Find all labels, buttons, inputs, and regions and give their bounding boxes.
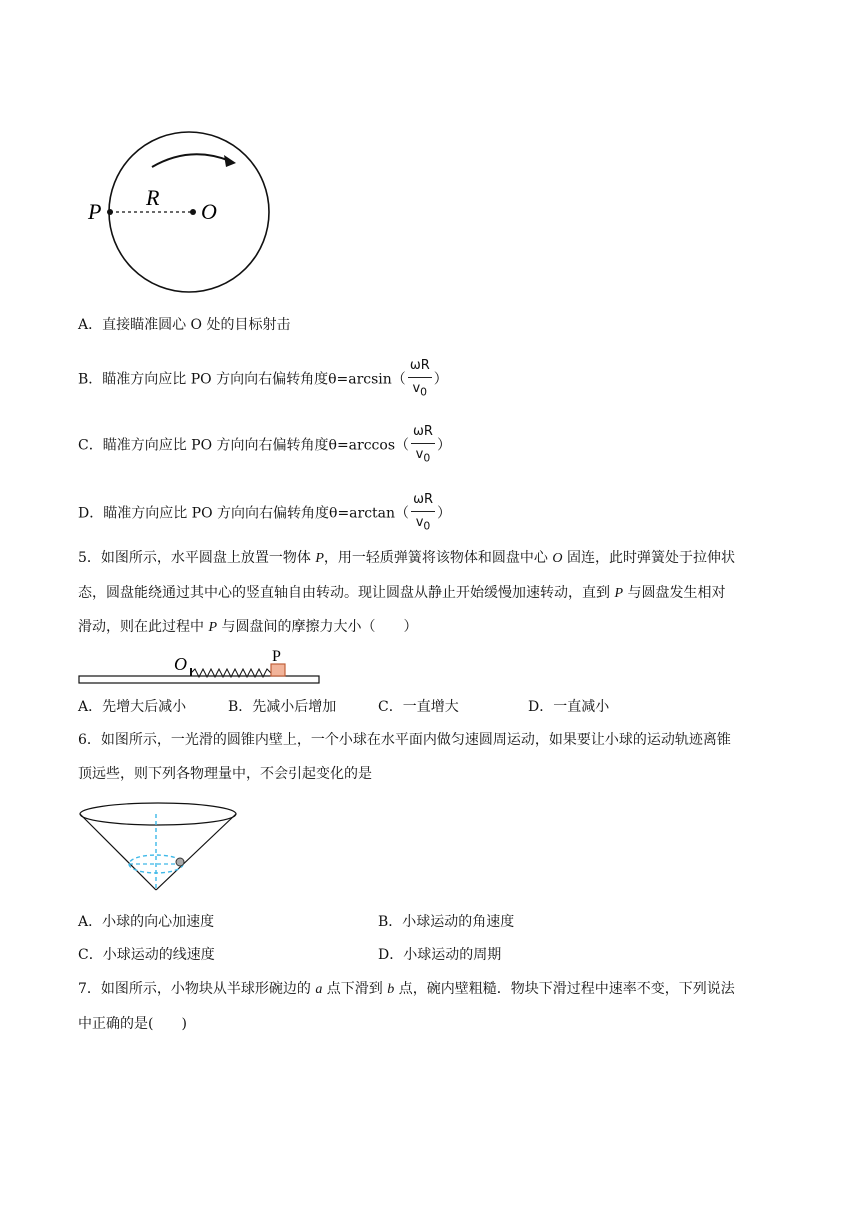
label-p: P [88,199,102,224]
q7-line-2: 中正确的是( ) [78,1016,187,1032]
q5-line-2: 态，圆盘能绕通过其中心的竖直轴自由转动。现让圆盘从静止开始缓慢加速转动，直到 P 与圆盘发生相对 [78,585,726,601]
fig-label-p: P [272,648,281,665]
fraction: $\frac{\omega R}{v_0}$ [409,358,430,399]
label-r: R [146,185,160,210]
fig-label-o: O [174,654,187,674]
q6-option-a: A．小球的向心加速度 [78,914,215,930]
q6-option-d: D．小球运动的周期 [378,947,502,963]
fraction: $\frac{\omega R}{v_0}$ [413,424,433,465]
block-p [271,664,285,676]
q5-option-c: C．一直增大 [378,699,459,715]
q5-option-d: D．一直减小 [528,699,610,715]
q4-option-a: A．直接瞄准圆心 O 处的目标射击 [78,317,291,333]
point-p-dot [107,209,113,215]
q7-line-1: 7．如图所示，小物块从半球形碗边的 a 点下滑到 b 点，碗内壁粗糙．物块下滑过程中速率不变，下列说法 [78,981,735,997]
q4-option-b: B．瞄准方向应比 PO 方向向右偏转角度θ=arcsin（ $\frac{\omega R}{v_0}$ ） [78,356,448,403]
disk-figure [80,125,280,295]
q6-line-1: 6．如图所示，一光滑的圆锥内壁上，一个小球在水平面内做匀速圆周运动，如果要让小球的运动轨迹离锥 [78,732,731,748]
q5-option-b: B．先减小后增加 [228,699,337,715]
label-o: O [201,199,217,224]
q6-line-2: 顶远些，则下列各物理量中，不会引起变化的是 [78,766,372,782]
fraction: $\frac{\omega R}{v_0}$ [413,492,433,533]
q4-option-c: C．瞄准方向应比 PO 方向向右偏转角度θ=arccos（ $\frac{\omega R}{v_0}$ ） [78,422,451,469]
q5-line-3: 滑动，则在此过程中 P 与圆盘间的摩擦力大小（ ） [78,619,418,635]
spring-figure [78,648,328,688]
q5-option-a: A．先增大后减小 [78,699,187,715]
cone-figure [78,800,243,895]
q6-option-b: B．小球运动的角速度 [378,914,515,930]
cone-rim [80,803,236,825]
point-o-dot [190,209,196,215]
rotation-arrow-icon [152,154,230,167]
q5-line-1: 5．如图所示，水平圆盘上放置一物体 P，用一轻质弹簧将该物体和圆盘中心 O 固连，此时弹簧处于拉伸状 [78,550,735,566]
q4-option-d: D．瞄准方向应比 PO 方向向右偏转角度θ=arctan（ $\frac{\omega R}{v_0}$ ） [78,490,451,537]
q6-option-c: C．小球运动的线速度 [78,947,215,963]
ball [176,858,184,866]
rotation-arrowhead-icon [224,155,236,167]
